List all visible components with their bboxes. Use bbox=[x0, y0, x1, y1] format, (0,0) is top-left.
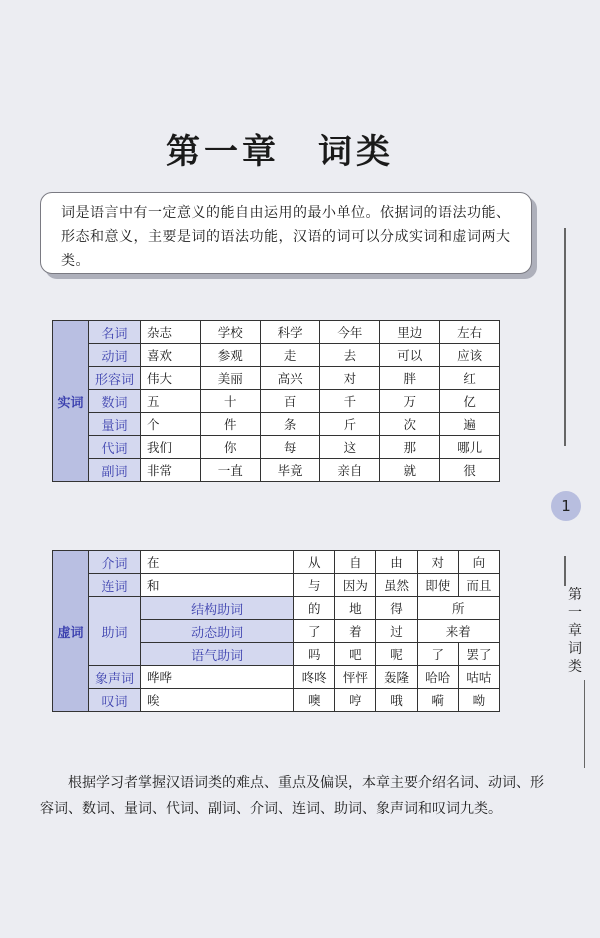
word-cell: 着 bbox=[335, 620, 376, 643]
word-cell: 因为 bbox=[335, 574, 376, 597]
word-cell: 咚咚 bbox=[294, 666, 335, 689]
word-cell: 去 bbox=[320, 344, 380, 367]
word-cell: 万 bbox=[380, 390, 440, 413]
word-cell: 与 bbox=[294, 574, 335, 597]
word-cell: 罢了 bbox=[458, 643, 499, 666]
word-cell: 了 bbox=[417, 643, 458, 666]
word-cell: 吗 bbox=[294, 643, 335, 666]
word-cell: 可以 bbox=[380, 344, 440, 367]
word-cell: 很 bbox=[440, 459, 500, 482]
word-cell: 得 bbox=[376, 597, 417, 620]
category-label: 实词 bbox=[53, 321, 89, 482]
word-cell: 吧 bbox=[335, 643, 376, 666]
word-cell: 喜欢 bbox=[141, 344, 201, 367]
word-cell: 斤 bbox=[320, 413, 380, 436]
table-row bbox=[53, 459, 500, 482]
category-label: 虚词 bbox=[53, 551, 89, 712]
row-label: 动词 bbox=[89, 344, 141, 367]
row-label: 名词 bbox=[89, 321, 141, 344]
row-label: 形容词 bbox=[89, 367, 141, 390]
word-cell: 学校 bbox=[200, 321, 260, 344]
word-cell: 遍 bbox=[440, 413, 500, 436]
table-row bbox=[53, 436, 500, 459]
word-cell: 伟大 bbox=[141, 367, 201, 390]
word-cell: 次 bbox=[380, 413, 440, 436]
word-cell: 和 bbox=[141, 574, 294, 597]
word-cell: 嗬 bbox=[417, 689, 458, 712]
word-cell: 所 bbox=[417, 597, 499, 620]
row-label: 介词 bbox=[89, 551, 141, 574]
table-row bbox=[53, 551, 500, 574]
word-cell: 呢 bbox=[376, 643, 417, 666]
word-cell: 百 bbox=[260, 390, 320, 413]
word-cell: 条 bbox=[260, 413, 320, 436]
word-cell: 过 bbox=[376, 620, 417, 643]
word-cell: 胖 bbox=[380, 367, 440, 390]
word-cell: 对 bbox=[320, 367, 380, 390]
word-cell: 美丽 bbox=[200, 367, 260, 390]
page-number: 1 bbox=[551, 491, 581, 521]
row-label: 数词 bbox=[89, 390, 141, 413]
intro-text: 词是语言中有一定意义的能自由运用的最小单位。依据词的语法功能、形态和意义，主要是词的语法功能，汉语的词可以分成实词和虚词两大类。 bbox=[61, 205, 511, 269]
side-divider bbox=[584, 680, 585, 768]
word-cell: 左右 bbox=[440, 321, 500, 344]
word-cell: 红 bbox=[440, 367, 500, 390]
row-label: 象声词 bbox=[89, 666, 141, 689]
word-cell: 应该 bbox=[440, 344, 500, 367]
shici-table bbox=[52, 320, 500, 482]
table-row bbox=[53, 574, 500, 597]
word-cell: 毕竟 bbox=[260, 459, 320, 482]
word-cell: 轰隆 bbox=[376, 666, 417, 689]
word-cell: 就 bbox=[380, 459, 440, 482]
word-cell: 高兴 bbox=[260, 367, 320, 390]
word-cell: 个 bbox=[141, 413, 201, 436]
word-cell: 而且 bbox=[458, 574, 499, 597]
word-cell: 五 bbox=[141, 390, 201, 413]
word-cell: 我们 bbox=[141, 436, 201, 459]
table-row bbox=[53, 390, 500, 413]
word-cell: 科学 bbox=[260, 321, 320, 344]
word-cell: 了 bbox=[294, 620, 335, 643]
table-row bbox=[53, 367, 500, 390]
table-row bbox=[53, 413, 500, 436]
summary-paragraph: 根据学习者掌握汉语词类的难点、重点及偏误，本章主要介绍名词、动词、形容词、数词、量词、代词、副词、介词、连词、助词、象声词和叹词九类。 bbox=[40, 775, 544, 817]
table-row bbox=[53, 689, 500, 712]
word-cell: 十 bbox=[200, 390, 260, 413]
word-cell: 在 bbox=[141, 551, 294, 574]
table-row bbox=[53, 321, 500, 344]
word-cell: 每 bbox=[260, 436, 320, 459]
row-label: 量词 bbox=[89, 413, 141, 436]
table-row bbox=[53, 597, 500, 620]
word-cell: 自 bbox=[335, 551, 376, 574]
chapter-title: 第一章 词类 bbox=[166, 132, 394, 172]
word-cell: 杂志 bbox=[141, 321, 201, 344]
word-cell: 千 bbox=[320, 390, 380, 413]
word-cell: 虽然 bbox=[376, 574, 417, 597]
word-cell: 这 bbox=[320, 436, 380, 459]
word-cell: 件 bbox=[200, 413, 260, 436]
word-cell: 走 bbox=[260, 344, 320, 367]
word-cell: 里边 bbox=[380, 321, 440, 344]
sub-label: 动态助词 bbox=[141, 620, 294, 643]
word-cell: 从 bbox=[294, 551, 335, 574]
word-cell: 由 bbox=[376, 551, 417, 574]
word-cell: 哪儿 bbox=[440, 436, 500, 459]
word-cell: 亿 bbox=[440, 390, 500, 413]
word-cell: 咕咕 bbox=[458, 666, 499, 689]
table-row bbox=[53, 666, 500, 689]
word-cell: 即使 bbox=[417, 574, 458, 597]
word-cell: 哗哗 bbox=[141, 666, 294, 689]
word-cell: 怦怦 bbox=[335, 666, 376, 689]
word-cell: 来着 bbox=[417, 620, 499, 643]
word-cell: 对 bbox=[417, 551, 458, 574]
word-cell: 那 bbox=[380, 436, 440, 459]
word-cell: 呦 bbox=[458, 689, 499, 712]
row-label: 副词 bbox=[89, 459, 141, 482]
side-chapter-label: 第一章 词类 bbox=[568, 587, 582, 675]
row-label: 代词 bbox=[89, 436, 141, 459]
sub-label: 语气助词 bbox=[141, 643, 294, 666]
word-cell: 唉 bbox=[141, 689, 294, 712]
word-cell: 的 bbox=[294, 597, 335, 620]
word-cell: 今年 bbox=[320, 321, 380, 344]
word-cell: 亲自 bbox=[320, 459, 380, 482]
row-label: 叹词 bbox=[89, 689, 141, 712]
word-cell: 参观 bbox=[200, 344, 260, 367]
xuci-table bbox=[52, 550, 500, 712]
row-label: 助词 bbox=[89, 597, 141, 666]
side-divider bbox=[564, 228, 566, 446]
side-divider bbox=[564, 556, 566, 586]
word-cell: 地 bbox=[335, 597, 376, 620]
row-label: 连词 bbox=[89, 574, 141, 597]
table-row bbox=[53, 344, 500, 367]
word-cell: 一直 bbox=[200, 459, 260, 482]
intro-box bbox=[40, 192, 532, 274]
word-cell: 噢 bbox=[294, 689, 335, 712]
word-cell: 哈哈 bbox=[417, 666, 458, 689]
word-cell: 哼 bbox=[335, 689, 376, 712]
word-cell: 哦 bbox=[376, 689, 417, 712]
word-cell: 你 bbox=[200, 436, 260, 459]
word-cell: 非常 bbox=[141, 459, 201, 482]
word-cell: 向 bbox=[458, 551, 499, 574]
sub-label: 结构助词 bbox=[141, 597, 294, 620]
